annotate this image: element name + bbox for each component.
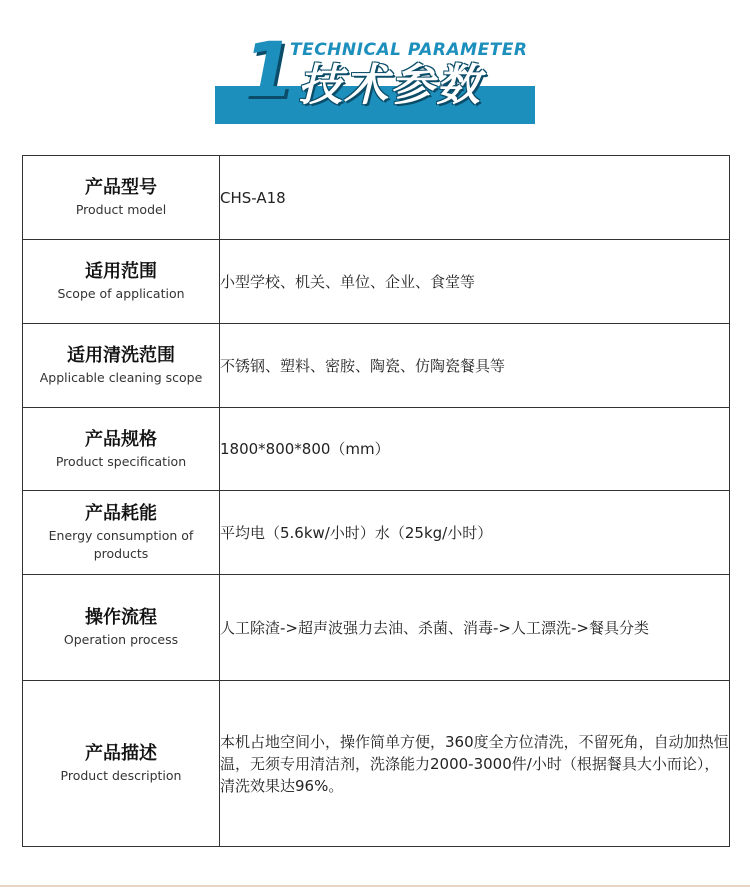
label-cn: 适用范围 (85, 261, 157, 282)
parameter-table (22, 155, 730, 847)
row-label (23, 575, 220, 681)
row-label (23, 156, 220, 240)
label-cn: 产品规格 (85, 428, 157, 450)
label-en: Energy consumption of products (48, 528, 194, 561)
row-value: 1800*800*800（mm） (220, 408, 730, 491)
section-header (0, 0, 750, 140)
row-value: CHS-A18 (220, 156, 730, 240)
label-cn: 操作流程 (85, 607, 157, 628)
row-label (23, 491, 220, 575)
label-en: Product description (60, 768, 182, 783)
table-row (23, 491, 730, 575)
table-row (23, 681, 730, 847)
section-subtitle: TECHNICAL PARAMETER (290, 40, 528, 60)
table-row (23, 240, 730, 324)
label-cn: 产品型号 (85, 177, 157, 198)
footer-divider (0, 885, 750, 887)
section-number: 1 (242, 25, 295, 114)
row-value: 小型学校、机关、单位、企业、食堂等 (220, 240, 730, 324)
label-en: Operation process (63, 632, 179, 647)
table-row (23, 324, 730, 408)
label-en: Product specification (55, 453, 187, 469)
row-value: 本机占地空间小，操作简单方便，360度全方位清洗，不留死角，自动加热恒温，无须专用清洁剂，洗涤能力2000-3000件/小时（根据餐具大小而论），清洗效果达96%。 (220, 681, 730, 847)
section-title: 技术参数 (298, 60, 482, 111)
table-row (23, 575, 730, 681)
row-value: 人工除渣->超声波强力去油、杀菌、消毒->人工漂洗->餐具分类 (220, 575, 730, 681)
row-label (23, 681, 220, 847)
label-cn: 适用清洗范围 (67, 345, 175, 366)
row-label (23, 324, 220, 408)
row-label (23, 408, 220, 491)
row-value: 平均电（5.6kw/小时）水（25kg/小时） (220, 491, 730, 575)
label-en: Product model (75, 202, 167, 217)
label-cn: 产品描述 (85, 743, 157, 764)
row-label (23, 240, 220, 324)
label-en: Scope of application (57, 286, 185, 301)
row-value: 不锈钢、塑料、密胺、陶瓷、仿陶瓷餐具等 (220, 324, 730, 408)
label-en: Applicable cleaning scope (39, 370, 203, 385)
label-cn: 产品耗能 (85, 503, 157, 524)
table-row (23, 408, 730, 491)
table-row (23, 156, 730, 240)
